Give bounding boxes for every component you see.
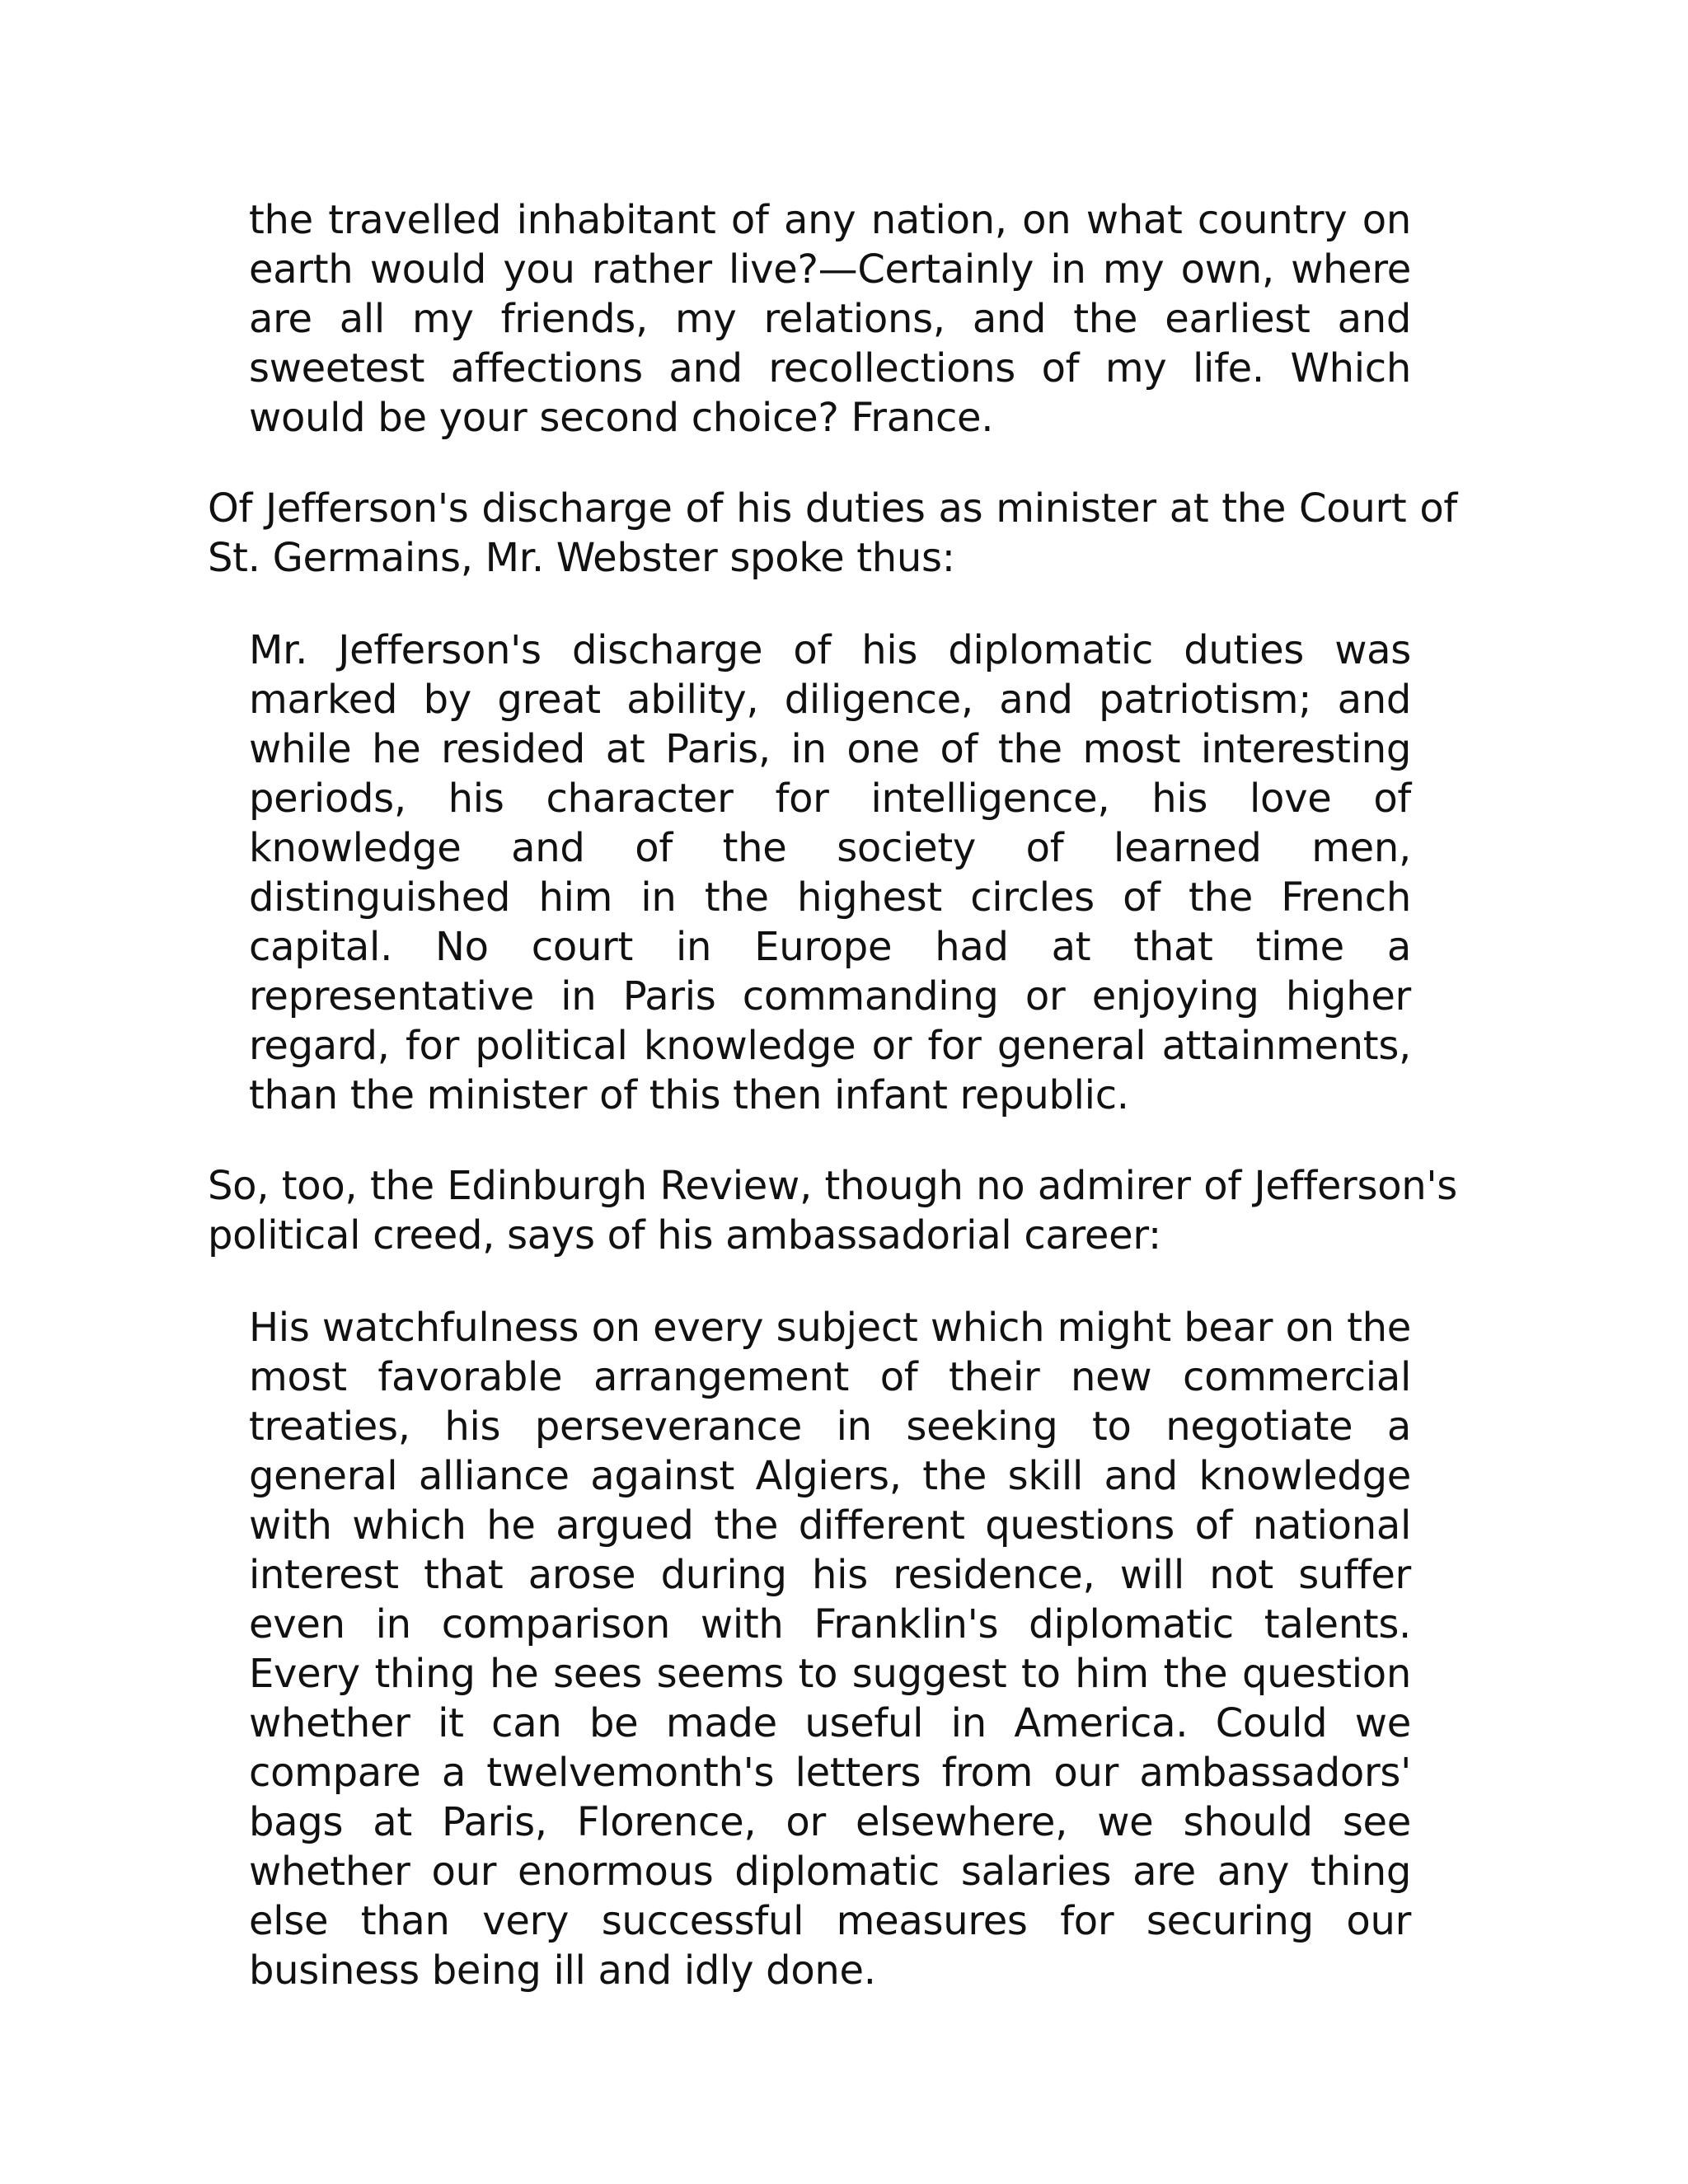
paragraph-webster-intro: Of Jefferson's discharge of his duties as minister at the Court of St. Germains, Mr. Webster spoke thus: <box>208 485 1457 581</box>
block-quote-edinburgh-review: His watchfulness on every subject which might bear on the most favorable arrangement of their new commercial treaties, his perseverance in seeking to negotiate a general alliance against Algiers, the skill and knowledge with which he argued the different questions of national interest that arose during his residence, will not suffer even in comparison with Franklin's diplomatic talents. Every thing he sees seems to suggest to him the question whether it can be made useful in America. Could we compare a twelvemonth's letters from our ambassadors' bags at Paris, Florence, or elsewhere, we should see whether our enormous diplomatic salaries are any thing else than very successful measures for securing our business being ill and idly done. <box>249 1305 1411 1994</box>
paragraph-edinburgh-intro: So, too, the Edinburgh Review, though no admirer of Jefferson's political creed, says of his ambassadorial career: <box>208 1163 1457 1258</box>
page-content <box>208 195 1457 1995</box>
block-quote-travelled-inhabitant: the travelled inhabitant of any nation, on what country on earth would you rather live?—Certainly in my own, where are all my friends, my relations, and the earliest and sweetest affections and recollections of my life. Which would be your second choice? France. <box>249 197 1411 441</box>
block-quote-webster: Mr. Jefferson's discharge of his diplomatic duties was marked by great ability, diligence, and patriotism; and while he resided at Paris, in one of the most interesting periods, his character for intelligence, his love of knowledge and of the society of learned men, distinguished him in the highest circles of the French capital. No court in Europe had at that time a representative in Paris commanding or enjoying higher regard, for political knowledge or for general attainments, than the minister of this then infant republic. <box>249 627 1411 1118</box>
